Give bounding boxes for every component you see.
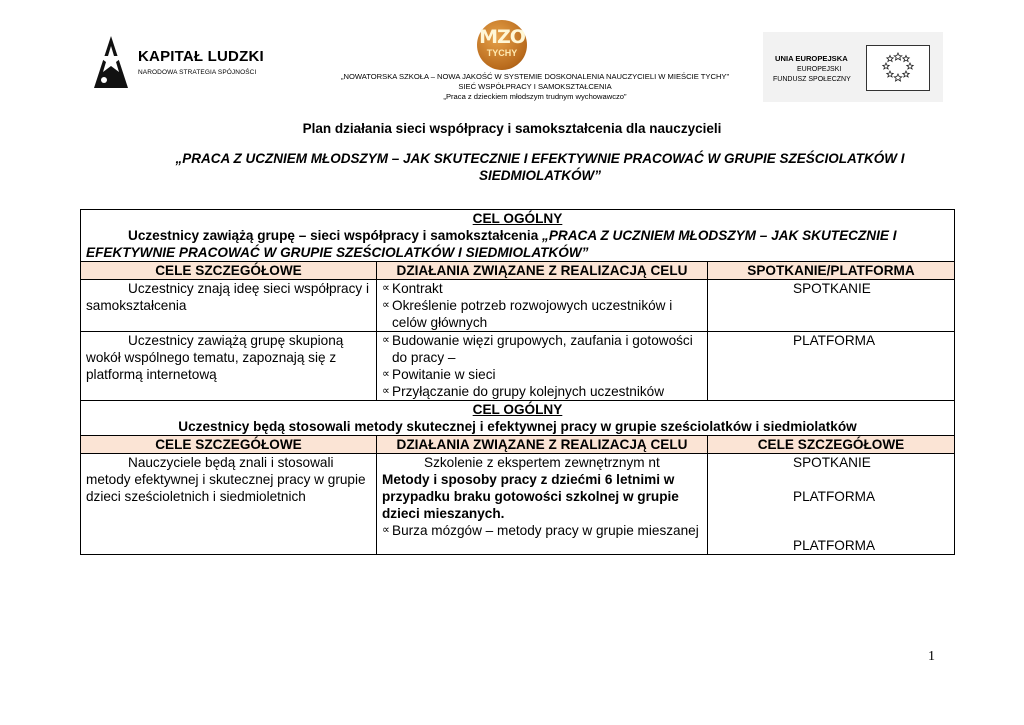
list-item bbox=[382, 383, 702, 400]
project-header-lines bbox=[300, 72, 770, 102]
network-topic-line: „Praca z dzieckiem młodszym trudnym wychowawczo” bbox=[443, 92, 627, 101]
training-action bbox=[382, 454, 702, 522]
header-cele-szczegolowe-2: CELE SZCZEGÓŁOWE bbox=[81, 436, 377, 454]
bullet-icon: ∝ bbox=[382, 334, 390, 346]
bullet-icon: ∝ bbox=[382, 299, 390, 311]
general-goal-row-2 bbox=[81, 401, 955, 436]
page-number: 1 bbox=[928, 649, 935, 664]
general-goal-text-1 bbox=[86, 227, 949, 261]
training-action-topic: Metody i sposoby pracy z dziećmi 6 letnimi w przypadku braku gotowości szkolnej w grupie dzieci mieszanych. bbox=[382, 472, 679, 521]
form-text: PLATFORMA bbox=[793, 489, 876, 504]
bullet-icon: ∝ bbox=[382, 385, 390, 397]
bullet-icon: ∝ bbox=[382, 368, 390, 380]
form-cell bbox=[708, 454, 955, 555]
general-goal-text-1-plain: Uczestnicy zawiążą grupę – sieci współpracy i samokształcenia bbox=[128, 228, 543, 243]
detailed-goal-text: Nauczyciele będą znali i stosowali metody efektywnej i skutecznej pracy w grupie dzieci sześcioletnich i siedmioletnich bbox=[86, 455, 366, 504]
action-text: Burza mózgów – metody pracy w grupie mieszanej bbox=[392, 523, 699, 538]
mzo-tychy-logo bbox=[477, 20, 529, 72]
mzo-logo-text: MZO bbox=[479, 26, 525, 48]
form-text: PLATFORMA bbox=[793, 538, 876, 553]
list-item bbox=[382, 366, 702, 383]
eu-logo-line1: UNIA EUROPEJSKA bbox=[775, 54, 848, 63]
general-goal-text-1-italic: „PRACA Z UCZNIEM MŁODSZYM – JAK SKUTECZNIE I EFEKTYWNIE PRACOWAĆ W GRUPIE SZEŚCIOLATKÓW I SIEDMIOLATKÓW” bbox=[86, 228, 897, 260]
list-item bbox=[382, 297, 702, 331]
detailed-goal-cell bbox=[81, 332, 377, 401]
eu-fund-logo bbox=[763, 32, 943, 102]
action-text: Kontrakt bbox=[392, 281, 443, 296]
bullet-icon: ∝ bbox=[382, 524, 390, 536]
action-text: Przyłączanie do grupy kolejnych uczestników bbox=[392, 384, 665, 399]
general-goal-row-1 bbox=[81, 210, 955, 262]
action-plan-table bbox=[80, 209, 955, 555]
actions-cell bbox=[377, 454, 708, 555]
eu-flag-icon bbox=[866, 45, 930, 91]
mzo-logo-subtext: TYCHY bbox=[486, 48, 518, 58]
list-item bbox=[382, 332, 702, 366]
actions-cell bbox=[377, 280, 708, 332]
form-cell bbox=[708, 280, 955, 332]
form-line bbox=[713, 454, 949, 471]
eu-logo-line2: EUROPEJSKI bbox=[797, 66, 842, 73]
form-text: SPOTKANIE bbox=[793, 455, 871, 470]
eu-logo-line3: FUNDUSZ SPOŁECZNY bbox=[773, 76, 851, 83]
general-goal-cell-2 bbox=[81, 401, 955, 436]
column-header-row-1 bbox=[81, 262, 955, 280]
form-line bbox=[713, 488, 949, 505]
kapital-ludzki-title: KAPITAŁ LUDZKI bbox=[138, 48, 264, 65]
detailed-goal-text: Uczestnicy znają ideę sieci współpracy i samokształcenia bbox=[86, 281, 370, 313]
form-cell bbox=[708, 332, 955, 401]
document-subtitle: „PRACA Z UCZNIEM MŁODSZYM – JAK SKUTECZNIE I EFEKTYWNIE PRACOWAĆ W GRUPIE SZEŚCIOLATKÓW I SIEDMIOLATKÓW” bbox=[175, 151, 905, 183]
actions-cell bbox=[377, 332, 708, 401]
list-item bbox=[382, 280, 702, 297]
general-goal-cell-1 bbox=[81, 210, 955, 262]
general-goal-text-2: Uczestnicy będą stosowali metody skutecznej i efektywnej pracy w grupie sześciolatków i siedmiolatków bbox=[178, 419, 857, 434]
form-line bbox=[713, 537, 949, 554]
kapital-ludzki-logo bbox=[92, 34, 262, 94]
project-name-line: „NOWATORSKA SZKOŁA – NOWA JAKOŚĆ W SYSTEMIE DOSKONALENIA NAUCZYCIELI W MIEŚCIE TYCHY” bbox=[340, 72, 730, 81]
table-row bbox=[81, 332, 955, 401]
action-text: Powitanie w sieci bbox=[392, 367, 496, 382]
action-text: Określenie potrzeb rozwojowych uczestników i celów głównych bbox=[392, 298, 673, 330]
header-cele-szczegolowe-3: CELE SZCZEGÓŁOWE bbox=[708, 436, 955, 454]
list-item bbox=[382, 522, 702, 539]
header-dzialania-2: DZIAŁANIA ZWIĄZANE Z REALIZACJĄ CELU bbox=[377, 436, 708, 454]
header-dzialania-1: DZIAŁANIA ZWIĄZANE Z REALIZACJĄ CELU bbox=[377, 262, 708, 280]
detailed-goal-text: Uczestnicy zawiążą grupę skupioną wokół wspólnego tematu, zapoznają się z platformą internetową bbox=[86, 333, 344, 382]
general-goal-heading-1: CEL OGÓLNY bbox=[472, 211, 563, 226]
detailed-goal-cell bbox=[81, 454, 377, 555]
column-header-row-2 bbox=[81, 436, 955, 454]
training-action-plain: Szkolenie z ekspertem zewnętrznym nt bbox=[424, 455, 660, 470]
form-text: PLATFORMA bbox=[793, 333, 876, 348]
network-name-line: SIEĆ WSPÓŁPRACY I SAMOKSZTAŁCENIA bbox=[458, 82, 612, 91]
table-row bbox=[81, 454, 955, 555]
document-title: Plan działania sieci współpracy i samokształcenia dla nauczycieli bbox=[302, 121, 722, 136]
general-goal-heading-2: CEL OGÓLNY bbox=[472, 402, 563, 417]
action-text: Budowanie więzi grupowych, zaufania i gotowości do pracy – bbox=[392, 333, 693, 365]
kapital-ludzki-subtitle: NARODOWA STRATEGIA SPÓJNOŚCI bbox=[138, 69, 257, 76]
detailed-goal-cell bbox=[81, 280, 377, 332]
header-cele-szczegolowe-1: CELE SZCZEGÓŁOWE bbox=[81, 262, 377, 280]
bullet-icon: ∝ bbox=[382, 282, 390, 294]
table-row bbox=[81, 280, 955, 332]
kapital-ludzki-emblem-icon bbox=[92, 34, 130, 90]
header-spotkanie-platforma: SPOTKANIE/PLATFORMA bbox=[708, 262, 955, 280]
form-text: SPOTKANIE bbox=[793, 281, 871, 296]
